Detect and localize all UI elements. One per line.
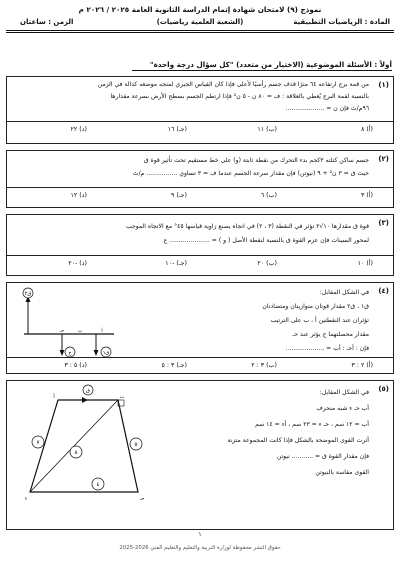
header-divider <box>6 30 394 31</box>
question-text-line: فإن : أحـ : أب = .................... <box>285 345 369 352</box>
choice-c[interactable]: (جـ) ١٦ <box>167 126 187 133</box>
header-divider-2 <box>6 32 394 33</box>
point-a-label: أ <box>101 329 103 334</box>
question-text-line: في الشكل المقابل: <box>319 389 369 396</box>
f1-label: ق١ <box>102 350 110 356</box>
question-text-line: أب حـ ء شبه منحرف <box>316 405 369 412</box>
vertex-d-label: ء <box>24 497 28 502</box>
question-number: (٢) <box>378 155 389 163</box>
question-3-box <box>6 214 394 276</box>
copyright-footer: حقوق النشر محفوظة لوزارة التربية والتعليم والتعليم الفني 2026-2025 <box>119 545 281 551</box>
question-text-line: في الشكل المقابل: <box>319 289 369 296</box>
choice-b[interactable]: (ب) ٢٠ <box>257 260 277 267</box>
choice-d[interactable]: (د) ٢٢ <box>70 126 87 133</box>
f2-label: ق٢ <box>24 291 32 297</box>
question-number: (٣) <box>378 219 389 227</box>
choice-a[interactable]: (أ) ٢ : ٣ <box>351 362 373 369</box>
vertex-c-label: حـ <box>139 497 145 502</box>
choice-b[interactable]: (ب) ٦ <box>260 192 277 199</box>
question-text-line: حيث ق = ٣ ن² + ٩ (نيوتن) فإن مقدار سرعة الجسم عندما ف = ٣ تساوي ................ م/ث <box>132 170 369 177</box>
choice-d[interactable]: (د) -٢٠ <box>68 260 87 267</box>
question-text-line: ق١ ، ق٢ مقدار قوتان متوازيتان ومتضادتان <box>262 303 369 310</box>
choice-d[interactable]: (د) ١٢ <box>70 192 87 199</box>
question-text-line: لمحور السينات فإن عزم القوة ق بالنسبة لنقطة الأصل ( و ) = ..................... ع <box>163 237 369 244</box>
section-heading: أولاً : الأسئلة الموضوعية (الاختيار من متعدد) "كل سؤال درجة واحدة" <box>149 60 392 69</box>
subject-label: المادة : الرياضيات التطبيقية <box>293 18 390 26</box>
choice-a[interactable]: (أ) ١٠ <box>357 260 373 267</box>
question-text-line: جسم ساكن كتلته ٣كجم بدء التحرك من نقطة ثابتة (و) على خط مستقيم تحت تأثير قوة ق <box>143 157 369 164</box>
arrowhead-icon <box>94 350 99 356</box>
trapezoid-forces-figure <box>18 388 148 502</box>
choice-c[interactable]: (جـ) ٩ <box>170 192 187 199</box>
question-number: (١) <box>378 81 389 89</box>
question-text-line: القوى مقاسة بالنيوتن <box>315 469 369 476</box>
page-number: ١ <box>198 531 202 538</box>
force-8-label: ٨ <box>74 450 78 456</box>
point-c-label: حـ <box>59 329 65 334</box>
exam-title: نموذج (٩) لامتحان شهادة إتمام الدراسة الثانوية العامة ٢٠٢٥ / ٢٠٢٦ م <box>78 5 322 14</box>
choice-b[interactable]: (ب) ٣ : ٢ <box>251 362 277 369</box>
arrowhead-icon <box>60 350 65 356</box>
point-b-label: ب <box>77 329 83 334</box>
choice-c[interactable]: (جـ) -١٠ <box>165 260 187 267</box>
question-number: (٤) <box>378 287 389 295</box>
vertex-a-label: أ <box>53 395 55 400</box>
question-1-box <box>6 76 394 144</box>
branch-label: (الشعبة العلمية رياضيات) <box>156 18 244 26</box>
choice-a[interactable]: (أ) ٨ <box>360 126 373 133</box>
force-7-label: ٧ <box>36 440 40 446</box>
question-text-line: بالنسبة لقمة البرج يُعطي بالعلاقة : ف = ٨٠ ن - ٥ ن² فإذا ارتطم الجسم بسطح الأرض بسرعة مقدارها <box>110 93 369 100</box>
question-text-line: أثرت القوى الموضحة بالشكل فإذا كانت المجموعة متزنة <box>227 437 369 444</box>
choice-c[interactable]: (جـ) ٣ : ٥ <box>161 362 187 369</box>
time-label: الزمن : ساعتان <box>20 18 74 26</box>
question-number: (٥) <box>378 385 389 393</box>
f-label: ق <box>86 388 90 394</box>
vertex-b-label: ب <box>119 395 125 400</box>
choice-b[interactable]: (ب) ١١ <box>257 126 277 133</box>
choice-d[interactable]: (د) ٥ : ٣ <box>64 362 87 369</box>
trapezoid-shape <box>30 400 138 492</box>
question-text-line: أب = ١٢ سم ، حـ ء = ٢٣ سم ، أء = ١٤ سم <box>255 421 369 428</box>
force-5-label: ٥ <box>134 442 138 448</box>
question-text-line: مقدار محصلتهما ح يؤثر عند حـ <box>292 331 369 338</box>
question-text-line: فإن مقدار القوة ق = ........... نيوتن <box>276 453 369 460</box>
question-text-line: تؤثران عند النقطتين أ ، ب على الترتيب <box>270 317 369 324</box>
question-text-line: من قمة برج ارتفاعه ٦٤ مترًا قذف جسم رأسيًا لأعلى فإذا كان القياس الجبري لمتجه موضعه كدالة في الزمن <box>97 81 369 88</box>
question-2-box <box>6 150 394 208</box>
question-text-line: قوة ق مقدارها ١٠√٢ تؤثر في النقطة (٣ ، ٢) في اتجاه يصنع زاوية قياسها ٤٥° مع الاتجاه الموجب <box>125 223 369 230</box>
choice-a[interactable]: (أ) ٣ <box>360 192 373 199</box>
force-4-label: ٤ <box>96 482 100 488</box>
section-underline <box>132 70 392 71</box>
question-text-line: ٩٦م/ث فإن ن = .................... <box>285 105 369 112</box>
arrowhead-icon <box>82 397 88 403</box>
parallel-forces-figure <box>14 288 124 358</box>
r-label: ح <box>68 350 72 356</box>
